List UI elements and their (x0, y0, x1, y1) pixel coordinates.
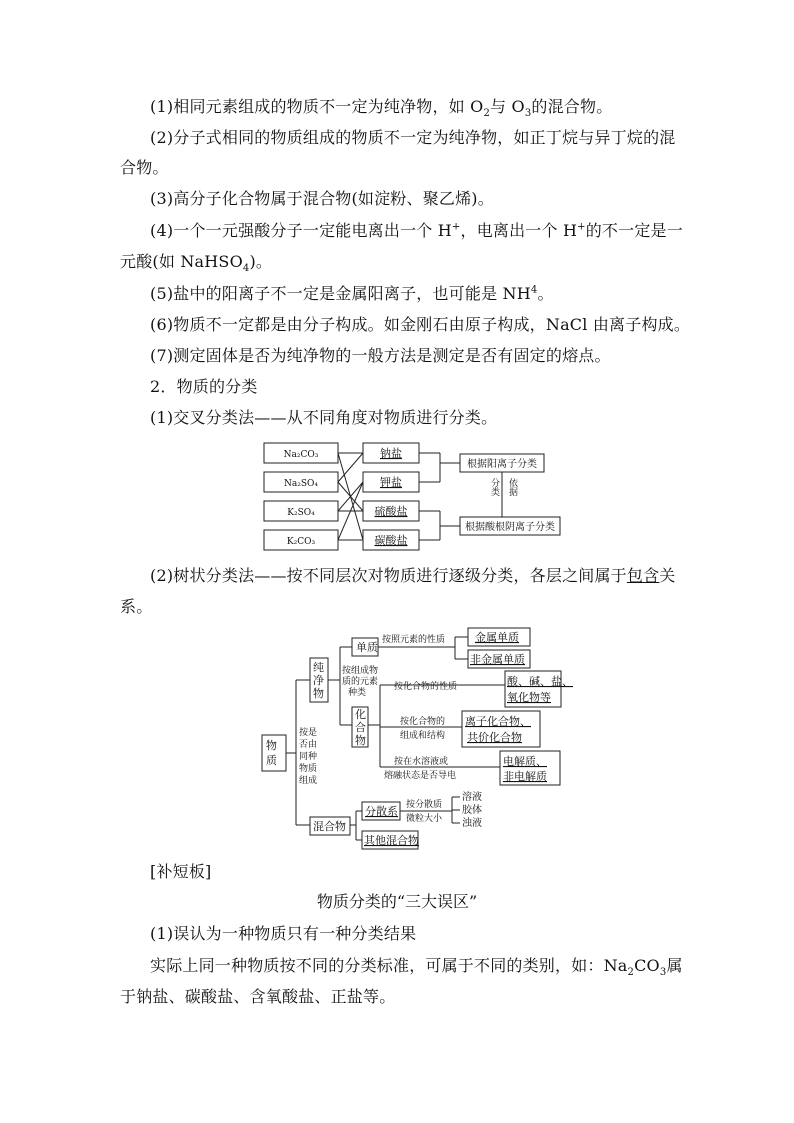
tree-pure-basis-3: 种类 (348, 688, 367, 698)
tree-compound-basis2a: 按化合物的 (400, 717, 446, 727)
section-2-title: 2．物质的分类 (150, 377, 258, 396)
tree-dispersion-label: 分散系 (365, 805, 398, 818)
tree-root-basis-2: 否由 (299, 740, 318, 750)
tree-pure-label-b: 净 (313, 674, 324, 687)
cross-left-item: Na₂SO₄ (283, 479, 319, 489)
tree-pure-label-a: 纯 (313, 661, 324, 674)
note-4-line2: 元酸(如 NaHSO$_4$)。 (120, 252, 273, 275)
cross-classification-diagram (0, 435, 794, 555)
tree-other-mixture-label: 其他混合物 (364, 834, 419, 847)
basis-label-a: 分类 (489, 478, 499, 496)
tree-dispersion-basis-b: 微粒大小 (406, 814, 443, 824)
cross-right-item: 钠盐 (380, 447, 402, 460)
tree-compound-basis3a: 按在水溶液或 (394, 757, 449, 767)
note-6: (6)物质不一定都是由分子构成。如金刚石由原子构成，NaCl 由离子构成。 (150, 315, 691, 334)
note-1: (1)相同元素组成的物质不一定为纯净物，如 $O_2$与 $O_3$的混合物。 (150, 97, 613, 120)
tree-nonmetal-label: 非金属单质 (470, 653, 525, 666)
cross-left-item: K₂CO₃ (286, 537, 316, 547)
note-4-line1: (4)一个一元强酸分子一定能电离出一个 H+，电离出一个 H+的不一定是一 (150, 221, 683, 240)
cross-right-item: 硫酸盐 (374, 505, 408, 518)
tree-classification-title-line1: (2)树状分类法——按不同层次对物质进行逐级分类，各层之间属于包含关 (150, 566, 676, 585)
tree-root-label-a: 物 (266, 739, 277, 752)
tree-root-basis-1: 按是 (299, 728, 318, 738)
tree-solution-label: 溶液 (462, 792, 482, 803)
tree-root-label-b: 质 (266, 754, 277, 767)
tree-root-basis-5: 组成 (299, 776, 318, 786)
cross-left-item: Na₂CO₃ (283, 450, 319, 460)
supplement-tag: [补短板] (150, 862, 212, 881)
cross-classification-title: (1)交叉分类法——从不同角度对物质进行分类。 (150, 408, 498, 427)
tree-compound-result1b: 氧化物等 (507, 691, 551, 704)
tree-colloid-label: 胶体 (462, 805, 482, 816)
tree-suspension-label: 浊液 (462, 818, 482, 829)
tree-root-basis-4: 物质 (299, 764, 318, 774)
note-2-line2: 合物。 (120, 158, 169, 177)
supplement-item1: (1)误认为一种物质只有一种分类结果 (150, 924, 417, 943)
tree-compound-result1a: 酸、碱、盐、 (507, 675, 573, 688)
tree-metal-label: 金属单质 (475, 631, 519, 644)
tree-root-basis-3: 同种 (299, 752, 318, 762)
supplement-item1-text-line2: 于钠盐、碳酸盐、含氧酸盐、正盐等。 (120, 987, 396, 1006)
tree-compound-basis3b: 熔融状态是否导电 (384, 771, 457, 781)
tree-pure-basis-2: 质的元素 (342, 677, 379, 687)
tree-compound-result2b: 共价化合物 (467, 731, 522, 744)
tree-compound-result3b: 非电解质 (503, 770, 547, 783)
tree-compound-label-a: 化 (355, 708, 366, 721)
tree-classification-title-line2: 系。 (120, 597, 153, 616)
tree-compound-label-b: 合 (355, 721, 366, 734)
tree-compound-basis2b: 组成和结构 (400, 731, 446, 741)
basis-label-b: 依据 (507, 478, 517, 496)
tree-elemental-basis: 按照元素的性质 (382, 635, 446, 645)
note-2-line1: (2)分子式相同的物质组成的物质不一定为纯净物，如正丁烷与异丁烷的混 (150, 128, 676, 147)
tree-mixture-label: 混合物 (313, 820, 346, 833)
note-5: (5)盐中的阳离子不一定是金属阳离子，也可能是 $NH^4$。 (150, 284, 554, 303)
tree-pure-label-c: 物 (313, 687, 324, 700)
cross-right-item: 碳酸盐 (374, 534, 408, 547)
cation-basis-label: 根据阳离子分类 (467, 459, 537, 470)
cross-left-item: K₂SO₄ (287, 508, 315, 518)
tree-compound-basis1: 按化合物的性质 (394, 682, 458, 692)
supplement-heading: 物质分类的“三大误区” (316, 892, 478, 911)
note-7: (7)测定固体是否为纯净物的一般方法是测定是否有固定的熔点。 (150, 346, 611, 365)
tree-compound-label-c: 物 (355, 734, 366, 747)
tree-elemental-label: 单质 (356, 641, 378, 654)
tree-compound-result2a: 离子化合物、 (465, 715, 531, 728)
note-3: (3)高分子化合物属于混合物(如淀粉、聚乙烯)。 (150, 189, 494, 208)
tree-dispersion-basis-a: 按分散质 (406, 800, 443, 810)
tree-compound-result3a: 电解质、 (503, 755, 547, 768)
tree-classification-diagram (0, 625, 794, 855)
supplement-item1-text-line1: 实际上同一种物质按不同的分类标准，可属于不同的类别，如：$Na_2CO_3$属 (150, 956, 683, 979)
cross-right-item: 钾盐 (380, 476, 402, 489)
anion-basis-label: 根据酸根阴离子分类 (465, 522, 555, 533)
tree-pure-basis-1: 按组成物 (342, 666, 379, 676)
